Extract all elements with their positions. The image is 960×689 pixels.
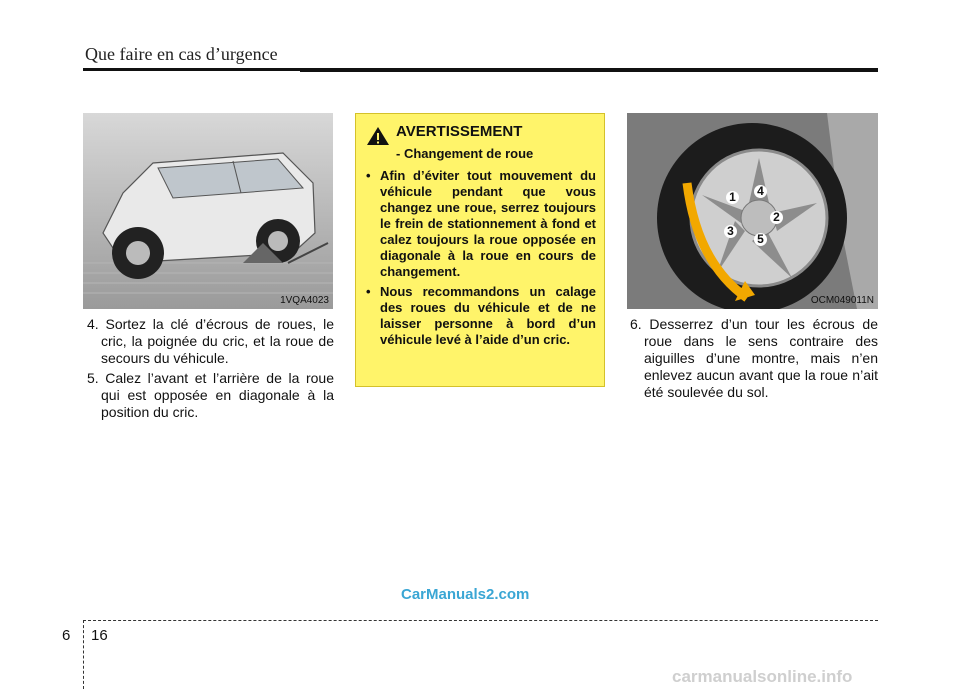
warning-item: • Nous recommandons un calage des roues du véhicule et de ne laisser personne à bord d’un véhicule levé à l’aide d’un cric. [366,284,596,348]
warning-item: • Afin d’éviter tout mouvement du véhicule pendant que vous changez une roue, serrez toujours le frein de stationnement à fond et calez toujours la roue opposée en diagonale à la roue en cours de changement. [366,168,596,280]
warning-triangle-icon [366,126,390,146]
warning-box [355,113,605,387]
watermark-site: carmanualsonline.info [672,667,853,686]
step-4: 4. Sortez la clé d’écrous de roues, le cric, la poignée du cric, et la roue de secours du véhicule. [87,316,334,366]
wheel-number-2: 2 [770,211,783,224]
wheel-lug-nut-illustration [627,113,878,309]
page-header-title: Que faire en cas d’urgence [85,44,278,64]
step-6: 6. Desserrez d’un tour les écrous de roue dans le sens contraire des aiguilles d’une montre, mais n’en enlevez aucun avant que la roue n’ait été soulevée du sol. [630,316,878,400]
photo-code: 1VQA4023 [280,295,329,306]
wheel-number-1: 1 [726,191,739,204]
car-jack-photo [83,113,333,309]
wheel-number-4: 4 [754,185,767,198]
car-on-jack-illustration [83,113,333,309]
wheel-number-3: 3 [724,225,737,238]
step-5: 5. Calez l’avant et l’arrière de la roue qui est opposée en diagonale à la position du cric. [87,370,334,420]
header-rule-thin [300,71,878,72]
warning-title: AVERTISSEMENT [396,123,523,140]
footer-divider [83,620,84,689]
wheel-photo [627,113,878,309]
chapter-number: 6 [62,627,71,644]
wheel-number-5: 5 [754,233,767,246]
warning-subtitle: - Changement de roue [396,146,534,161]
watermark-link[interactable]: CarManuals2.com [401,586,530,603]
footer-rule [83,620,878,621]
right-steps [630,316,878,404]
warning-list [366,168,596,348]
page-number: 16 [91,627,108,644]
photo-code: OCM049011N [810,295,874,306]
left-steps [87,316,334,424]
